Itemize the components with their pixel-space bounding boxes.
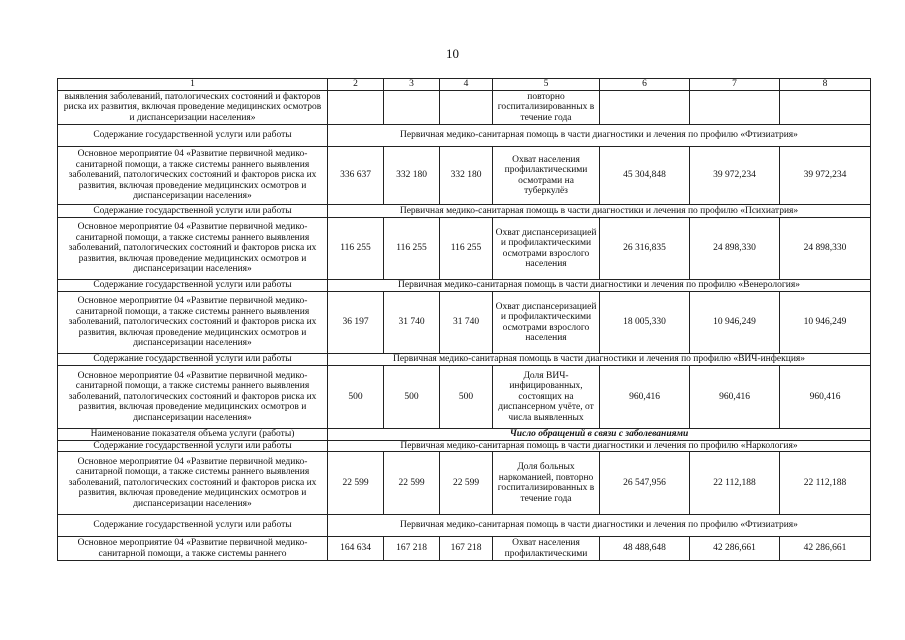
service-content-row — [58, 354, 871, 366]
value-cell: 42 286,661 — [780, 537, 871, 561]
page-number: 10 — [446, 46, 459, 61]
value-cell: 10 946,249 — [690, 292, 780, 354]
table-row — [58, 147, 871, 205]
activity-description: Основное мероприятие 04 «Развитие первичной медико-санитарной помощи, а также системы раннего выявления заболеваний, патологических состояний и факторов риска их развития, включая проведение медицинских осмотров и диспансеризации населения» — [58, 218, 328, 280]
value-cell: 116 255 — [440, 218, 493, 280]
value-cell: 332 180 — [384, 147, 440, 205]
value-cell: 500 — [384, 366, 440, 429]
table-body — [58, 79, 871, 561]
section-label: Содержание государственной услуги или работы — [58, 205, 328, 218]
service-content-row — [58, 205, 871, 218]
value-cell: 31 740 — [384, 292, 440, 354]
section-label: Содержание государственной услуги или работы — [58, 440, 328, 452]
section-label: Содержание государственной услуги или работы — [58, 280, 328, 292]
value-cell — [328, 91, 384, 125]
section-value: Первичная медико-санитарная помощь в части диагностики и лечения по профилю «Венерология» — [328, 280, 871, 292]
service-content-row — [58, 440, 871, 452]
value-cell: 22 112,188 — [690, 452, 780, 515]
column-number-row — [58, 79, 871, 91]
value-cell: 42 286,661 — [690, 537, 780, 561]
service-content-row — [58, 515, 871, 537]
value-cell — [384, 91, 440, 125]
value-cell: 22 599 — [440, 452, 493, 515]
section-label: Наименование показателя объема услуги (работы) — [58, 429, 328, 441]
value-cell: 500 — [440, 366, 493, 429]
value-cell: 500 — [328, 366, 384, 429]
value-cell: 22 599 — [384, 452, 440, 515]
column-number: 8 — [780, 79, 871, 91]
value-cell: 39 972,234 — [780, 147, 871, 205]
activity-description: Основное мероприятие 04 «Развитие первичной медико-санитарной помощи, а также системы раннего — [58, 537, 328, 561]
activity-description: Основное мероприятие 04 «Развитие первичной медико-санитарной помощи, а также системы раннего выявления заболеваний, патологических состояний и факторов риска их развития, включая проведение медицинских осмотров и диспансеризации населения» — [58, 452, 328, 515]
indicator-cell: Охват населения профилактическими осмотрами на туберкулёз — [493, 147, 600, 205]
value-cell: 22 112,188 — [780, 452, 871, 515]
indicator-cell: Охват диспансеризацией и профилактическими осмотрами взрослого населения — [493, 292, 600, 354]
section-value: Первичная медико-санитарная помощь в части диагностики и лечения по профилю «Фтизиатрия» — [328, 515, 871, 537]
section-value: Первичная медико-санитарная помощь в части диагностики и лечения по профилю «Психиатрия» — [328, 205, 871, 218]
value-cell: 31 740 — [440, 292, 493, 354]
column-number: 7 — [690, 79, 780, 91]
table-row — [58, 452, 871, 515]
table-row — [58, 91, 871, 125]
value-cell: 24 898,330 — [780, 218, 871, 280]
value-cell: 36 197 — [328, 292, 384, 354]
column-number: 4 — [440, 79, 493, 91]
section-label: Содержание государственной услуги или работы — [58, 125, 328, 147]
indicator-cell: Охват населения профилактическими — [493, 537, 600, 561]
section-label: Содержание государственной услуги или работы — [58, 515, 328, 537]
activity-description: Основное мероприятие 04 «Развитие первичной медико-санитарной помощи, а также системы раннего выявления заболеваний, патологических состояний и факторов риска их развития, включая проведение медицинских осмотров и диспансеризации населения» — [58, 292, 328, 354]
section-value: Число обращений в связи с заболеваниями — [328, 429, 871, 441]
section-value: Первичная медико-санитарная помощь в части диагностики и лечения по профилю «Наркология» — [328, 440, 871, 452]
services-table — [57, 78, 871, 561]
value-cell: 167 218 — [440, 537, 493, 561]
value-cell: 960,416 — [780, 366, 871, 429]
indicator-name-row — [58, 429, 871, 441]
value-cell: 26 547,956 — [600, 452, 690, 515]
service-content-row — [58, 125, 871, 147]
value-cell — [780, 91, 871, 125]
indicator-cell: повторно госпитализированных в течение года — [493, 91, 600, 125]
activity-description: выявления заболеваний, патологических состояний и факторов риска их развития, включая проведение медицинских осмотров и диспансеризации населения» — [58, 91, 328, 125]
activity-description: Основное мероприятие 04 «Развитие первичной медико-санитарной помощи, а также системы раннего выявления заболеваний, патологических состояний и факторов риска их развития, включая проведение медицинских осмотров и диспансеризации населения» — [58, 366, 328, 429]
section-label: Содержание государственной услуги или работы — [58, 354, 328, 366]
value-cell: 24 898,330 — [690, 218, 780, 280]
value-cell: 39 972,234 — [690, 147, 780, 205]
table-row — [58, 292, 871, 354]
value-cell: 10 946,249 — [780, 292, 871, 354]
column-number: 5 — [493, 79, 600, 91]
value-cell: 116 255 — [384, 218, 440, 280]
value-cell: 45 304,848 — [600, 147, 690, 205]
section-value: Первичная медико-санитарная помощь в части диагностики и лечения по профилю «Фтизиатрия» — [328, 125, 871, 147]
section-value: Первичная медико-санитарная помощь в части диагностики и лечения по профилю «ВИЧ-инфекция» — [328, 354, 871, 366]
activity-description: Основное мероприятие 04 «Развитие первичной медико-санитарной помощи, а также системы раннего выявления заболеваний, патологических состояний и факторов риска их развития, включая проведение медицинских осмотров и диспансеризации населения» — [58, 147, 328, 205]
value-cell: 332 180 — [440, 147, 493, 205]
value-cell — [600, 91, 690, 125]
value-cell — [440, 91, 493, 125]
value-cell: 164 634 — [328, 537, 384, 561]
indicator-cell: Доля больных наркоманией, повторно госпитализированных в течение года — [493, 452, 600, 515]
value-cell: 48 488,648 — [600, 537, 690, 561]
value-cell: 116 255 — [328, 218, 384, 280]
value-cell: 26 316,835 — [600, 218, 690, 280]
table-row — [58, 366, 871, 429]
column-number: 1 — [58, 79, 328, 91]
table-row — [58, 218, 871, 280]
indicator-cell: Доля ВИЧ-инфицированных, состоящих на диспансерном учёте, от числа выявленных — [493, 366, 600, 429]
value-cell: 336 637 — [328, 147, 384, 205]
service-content-row — [58, 280, 871, 292]
table-row — [58, 537, 871, 561]
indicator-cell: Охват диспансеризацией и профилактическими осмотрами взрослого населения — [493, 218, 600, 280]
value-cell: 18 005,330 — [600, 292, 690, 354]
value-cell: 22 599 — [328, 452, 384, 515]
value-cell: 960,416 — [600, 366, 690, 429]
column-number: 3 — [384, 79, 440, 91]
value-cell — [690, 91, 780, 125]
value-cell: 960,416 — [690, 366, 780, 429]
column-number: 2 — [328, 79, 384, 91]
value-cell: 167 218 — [384, 537, 440, 561]
column-number: 6 — [600, 79, 690, 91]
